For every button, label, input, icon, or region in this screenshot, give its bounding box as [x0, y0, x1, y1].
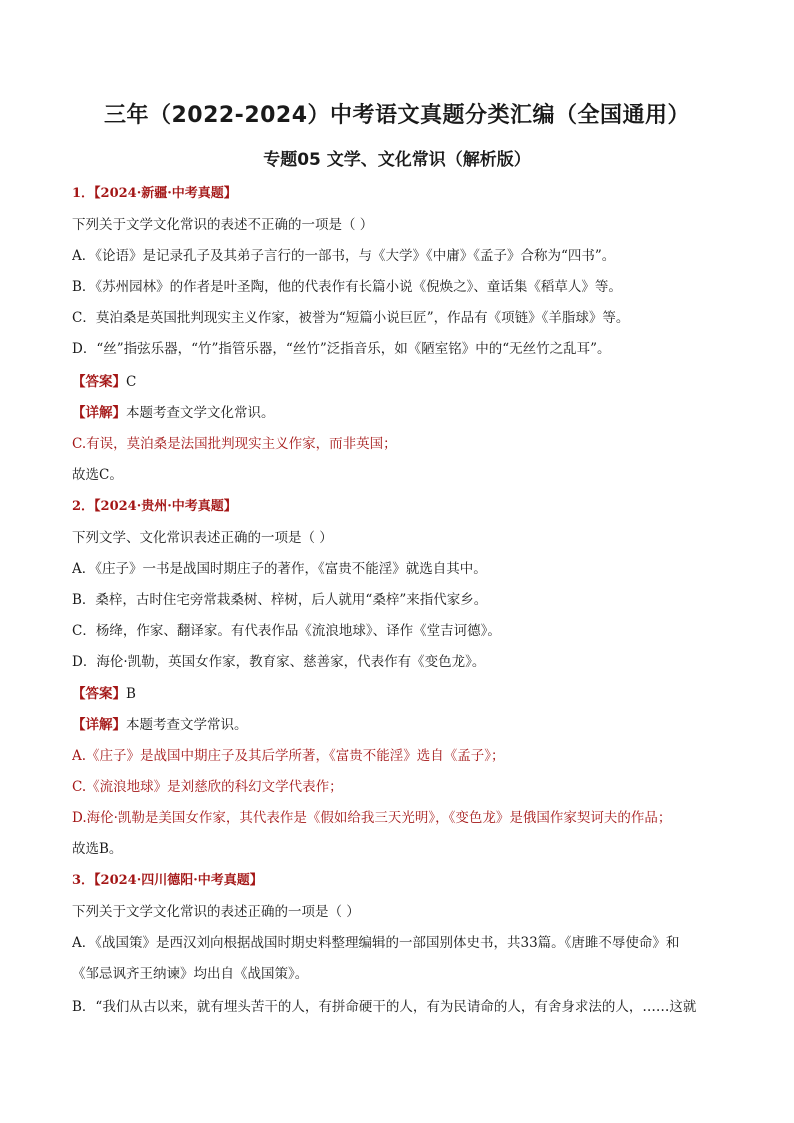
- question-3-stem: 下列关于文学文化常识的表述正确的一项是（ ）: [72, 904, 360, 920]
- question-3-option-a-line-2: 《邹忌讽齐王纳谏》均出自《战国策》。: [72, 966, 309, 982]
- question-2-option-a: A．《庄子》一书是战国时期庄子的著作，《富贵不能淫》就选自其中。: [72, 561, 487, 577]
- question-2-explanation-d: D.海伦·凯勒是美国女作家，其代表作是《假如给我三天光明》，《变色龙》是俄国作家契诃夫的作品；: [72, 810, 672, 826]
- question-1-answer: [72, 372, 732, 392]
- answer-label: 【答案】: [72, 686, 126, 702]
- detail-label: 【详解】: [72, 405, 126, 421]
- question-1-explanation: C.有误，莫泊桑是法国批判现实主义作家，而非英国；: [72, 436, 397, 452]
- document-title: 三年（2022-2024）中考语文真题分类汇编（全国通用）: [103, 103, 691, 128]
- question-2-explanation-c: C.《流浪地球》是刘慈欣的科幻文学代表作；: [72, 779, 343, 795]
- question-1-header: 1．【2024·新疆·中考真题】: [72, 186, 237, 201]
- detail-text: 本题考查文学常识。: [126, 717, 248, 733]
- question-2-option-b: B．桑梓，古时住宅旁常栽桑树、梓树，后人就用“桑梓”来指代家乡。: [72, 592, 488, 608]
- answer-value: B: [126, 686, 136, 702]
- question-1-option-d: D．“丝”指弦乐器，“竹”指管乐器，“丝竹”泛指音乐，如《陋室铭》中的“无丝竹之乱耳”。: [72, 341, 611, 357]
- answer-label: 【答案】: [72, 374, 126, 390]
- question-2-option-d: D．海伦·凯勒，英国女作家，教育家、慈善家，代表作有《变色龙》。: [72, 654, 486, 670]
- question-2-answer: [72, 684, 732, 704]
- question-2-explanation-a: A.《庄子》是战国中期庄子及其后学所著，《富贵不能淫》选自《孟子》；: [72, 748, 505, 764]
- question-2-option-c: C．杨绛，作家、翻译家。有代表作品《流浪地球》、译作《堂吉诃德》。: [72, 623, 501, 639]
- question-2-stem: 下列文学、文化常识表述正确的一项是（ ）: [72, 530, 333, 546]
- answer-value: C: [126, 374, 137, 390]
- question-3-header: 3．【2024·四川德阳·中考真题】: [72, 873, 263, 888]
- question-3-option-b-line-1: B．“我们从古以来，就有埋头苦干的人，有拼命硬干的人，有为民请命的人，有舍身求法的人，……这就: [72, 999, 697, 1015]
- question-2-header: 2．【2024·贵州·中考真题】: [72, 499, 237, 514]
- question-1-conclusion: 故选C。: [72, 467, 123, 483]
- question-2-detail: [72, 715, 732, 735]
- question-1-option-a: A．《论语》是记录孔子及其弟子言行的一部书，与《大学》《中庸》《孟子》合称为“四书”。: [72, 248, 616, 264]
- detail-text: 本题考查文学文化常识。: [126, 405, 275, 421]
- detail-label: 【详解】: [72, 717, 126, 733]
- question-2-conclusion: 故选B。: [72, 841, 123, 857]
- question-1-stem: 下列关于文学文化常识的表述不正确的一项是（ ）: [72, 217, 374, 233]
- question-1-detail: [72, 403, 732, 423]
- question-1-option-b: B．《苏州园林》的作者是叶圣陶，他的代表作有长篇小说《倪焕之》、童话集《稻草人》等。: [72, 279, 622, 295]
- question-1-option-c: C．莫泊桑是英国批判现实主义作家，被誉为“短篇小说巨匠”，作品有《项链》《羊脂球》等。: [72, 310, 630, 326]
- document-subtitle: 专题05 文学、文化常识（解析版）: [263, 150, 531, 170]
- question-3-option-a-line-1: A．《战国策》是西汉刘向根据战国时期史料整理编辑的一部国别体史书，共33篇。《唐雎不辱使命》和: [72, 935, 680, 951]
